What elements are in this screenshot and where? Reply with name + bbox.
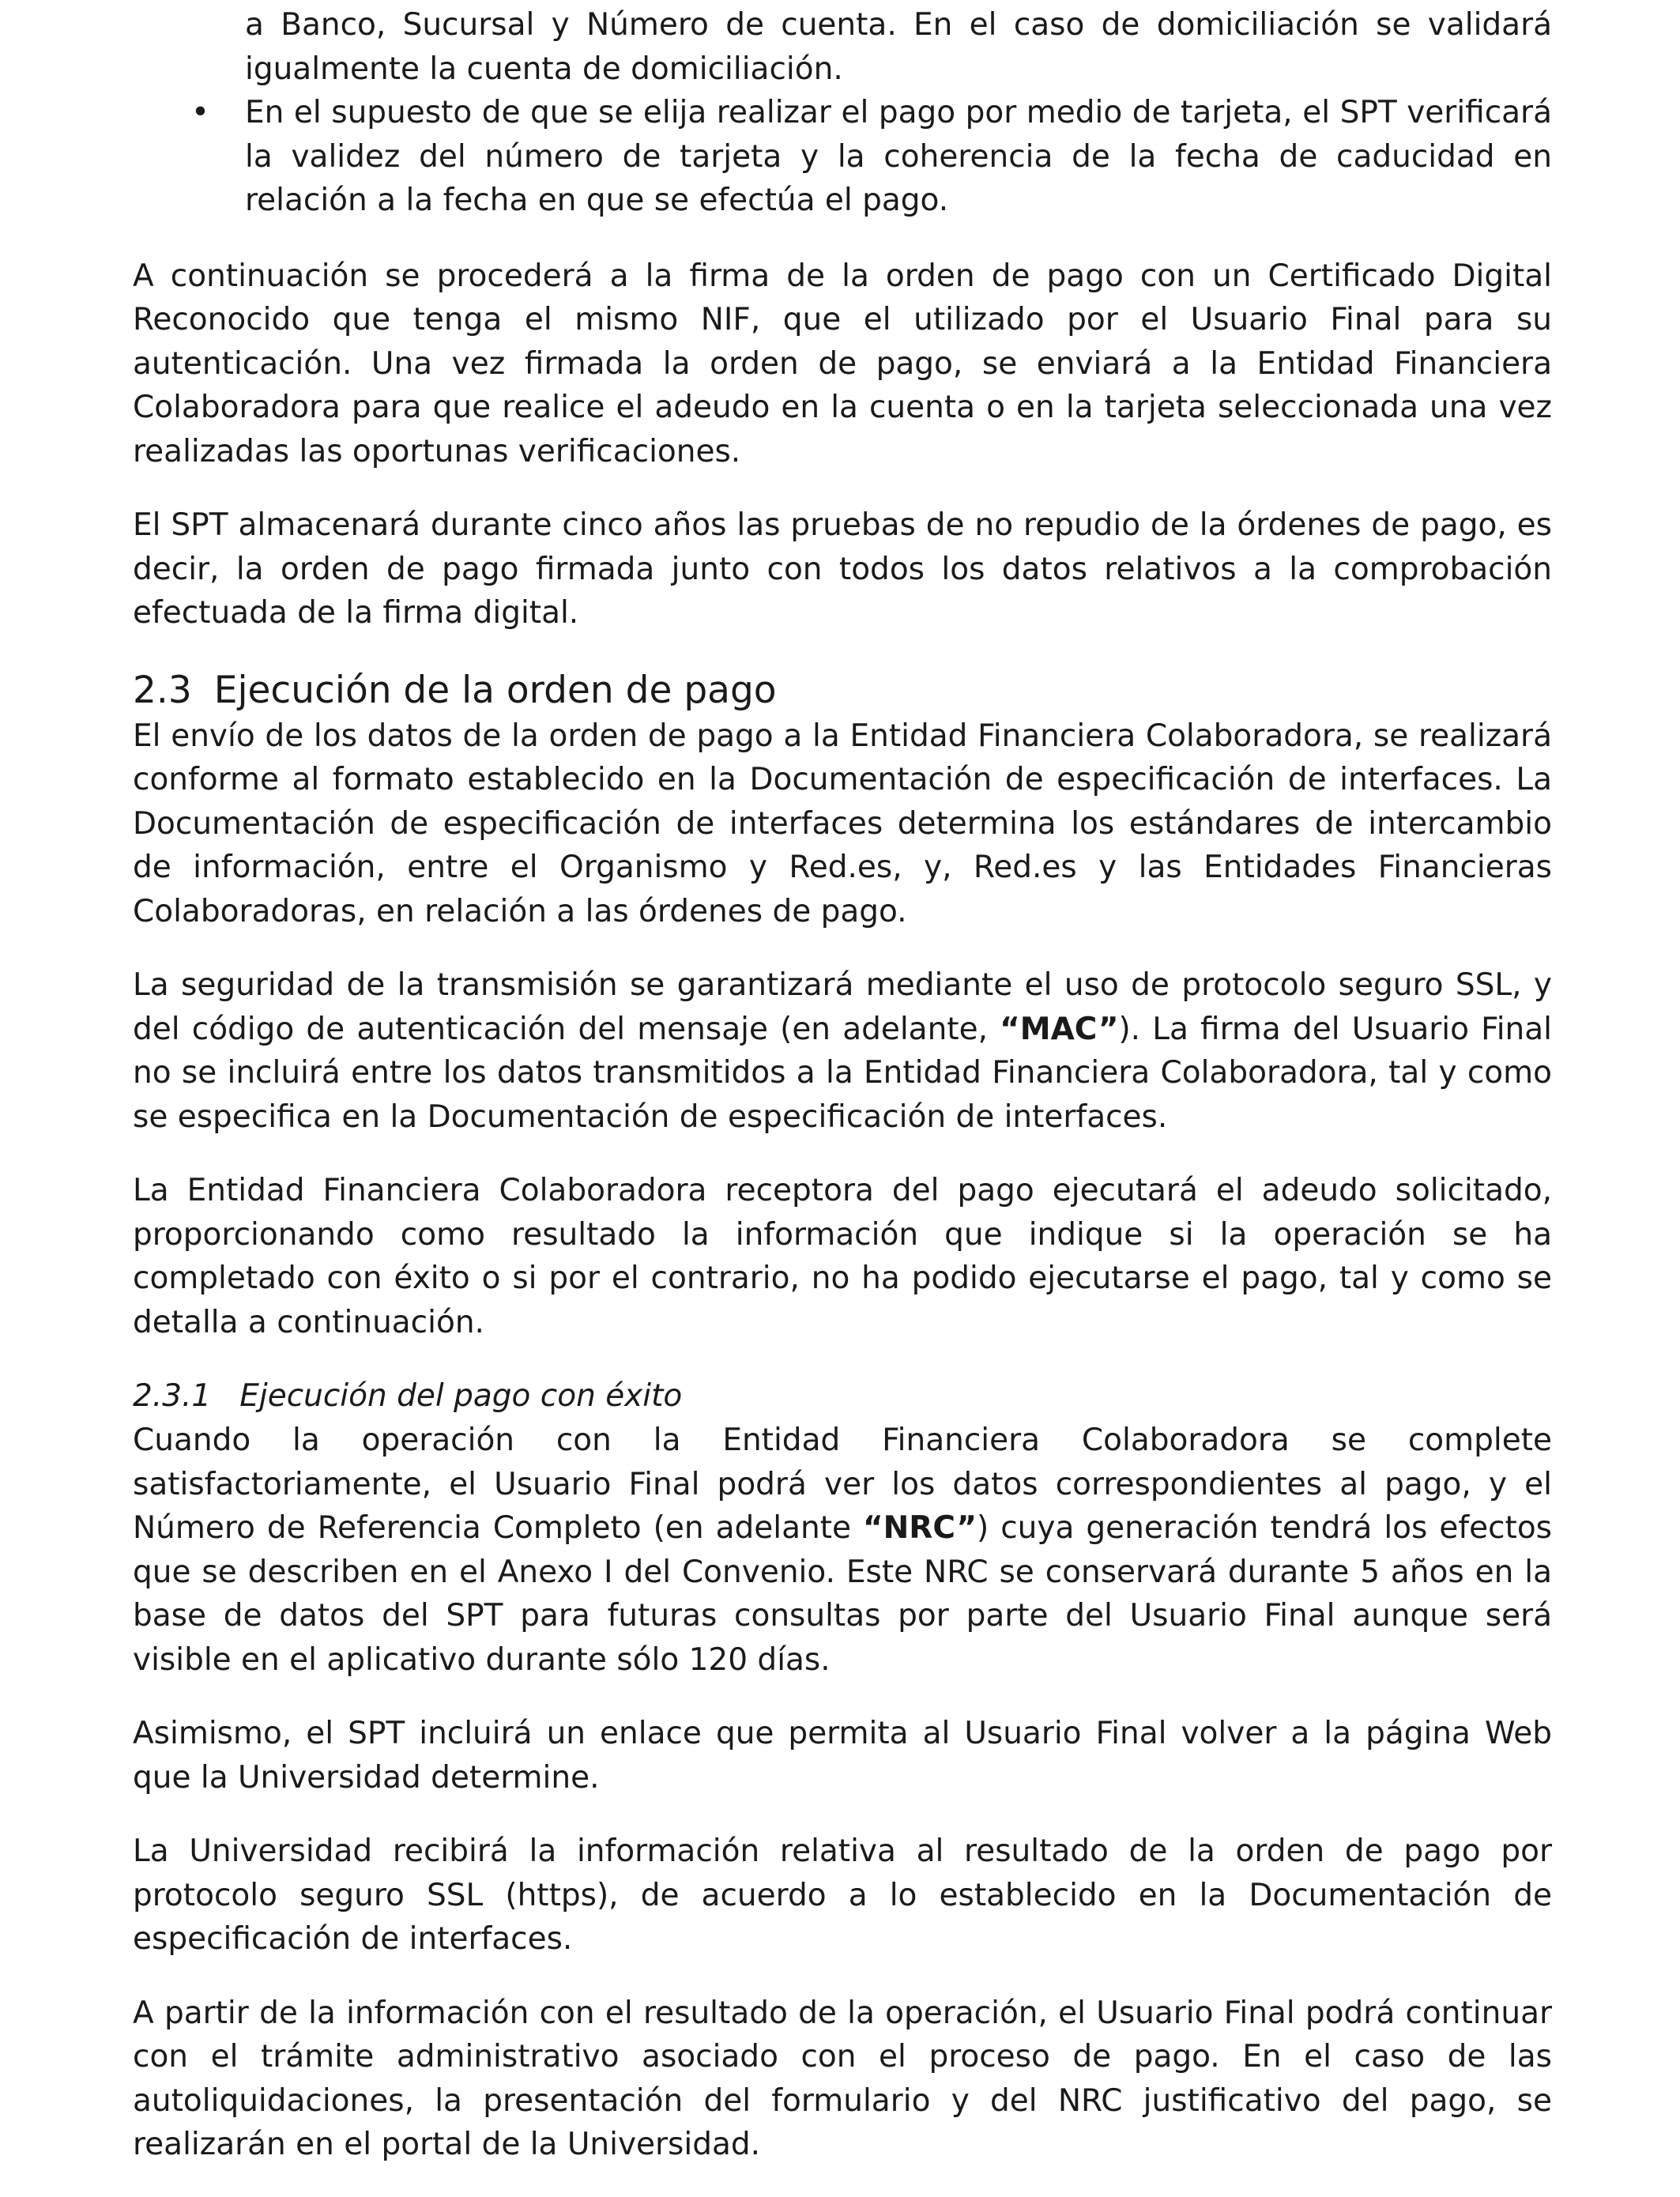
text-segment: La seguridad de la transmisión se garantizará mediante el uso de protocolo seguro SSL, y del código de autenticación del mensaje (en adelante,: [133, 967, 1552, 1047]
nrc-term: “NRC”: [863, 1510, 977, 1546]
paragraph-seguridad-transmision: [133, 963, 1552, 1139]
subsection-number: 2.3.1: [133, 1378, 212, 1414]
bullet-item-text: En el supuesto de que se elija realizar el pago por medio de tarjeta, el SPT verificará la validez del número de tarjeta y la coherencia de la fecha de caducidad en relación a la fecha en que se efectúa el pago.: [245, 95, 1552, 218]
paragraph-envio-datos: El envío de los datos de la orden de pago a la Entidad Financiera Colaboradora, se realizará conforme al formato establecido en la Documentación de especificación de interfaces. La Documentación de especificación de interfaces determina los estándares de intercambio de información, entre el Organismo y Red.es, y, Red.es y las Entidades Financieras Colaboradoras, en relación a las órdenes de pago.: [133, 718, 1552, 929]
bullet-continuation-text: a Banco, Sucursal y Número de cuenta. En el caso de domiciliación se validará igualmente la cuenta de domiciliación.: [245, 7, 1552, 87]
paragraph-firma-orden: A continuación se procederá a la firma de la orden de pago con un Certificado Digital Reconocido que tenga el mismo NIF, que el utilizado por el Usuario Final para su autenticación. Una vez firmada la orden de pago, se enviará a la Entidad Financiera Colaboradora para que realice el adeudo en la cuenta o en la tarjeta seleccionada una vez realizadas las oportunas verificaciones.: [133, 258, 1552, 469]
paragraph-informacion-resultado: La Universidad recibirá la información relativa al resultado de la orden de pago por protocolo seguro SSL (https), de acuerdo a lo establecido en la Documentación de especificación de interfaces.: [133, 1833, 1552, 1957]
paragraph-tramite-administrativo: A partir de la información con el resultado de la operación, el Usuario Final podrá continuar con el trámite administrativo asociado con el proceso de pago. En el caso de las autoliquidaciones, la presentación del formulario y del NRC justificativo del pago, se realizarán en el portal de la Universidad.: [133, 1995, 1552, 2162]
bullet-list: [133, 3, 1552, 223]
section-title: Ejecución de la orden de pago: [213, 668, 777, 712]
section-number: 2.3: [133, 668, 192, 712]
text-segment: Cuando la operación con la Entidad Financiera Colaboradora se complete satisfactoriamente, el Usuario Final podrá ver los datos correspondientes al pago, y el Número de Referencia Completo (en adelante: [133, 1423, 1552, 1546]
text-segment: ) cuya generación tendrá los efectos que se describen en el Anexo I del Convenio. Este NRC se conservará durante 5 años en la base de datos del SPT para futuras consultas por parte del Usuario Final aunque será visible en el aplicativo durante sólo 120 días.: [133, 1510, 1553, 1678]
paragraph-enlace-universidad: Asimismo, el SPT incluirá un enlace que permita al Usuario Final volver a la página Web que la Universidad determine.: [133, 1716, 1552, 1796]
paragraph-almacenamiento-pruebas: El SPT almacenará durante cinco años las pruebas de no repudio de la órdenes de pago, es decir, la orden de pago firmada junto con todos los datos relativos a la comprobación efectuada de la firma digital.: [133, 507, 1552, 631]
paragraph-pago-exito: [133, 1419, 1552, 1682]
document-page: [133, 3, 1552, 2197]
subsection-heading: [133, 1374, 1552, 1419]
text-segment: ). La firma del Usuario Final no se incluirá entre los datos transmitidos a la Entidad Financiera Colaboradora, tal y como se especifica en la Documentación de especificación de interfaces.: [133, 1011, 1552, 1135]
mac-term: “MAC”: [1000, 1011, 1119, 1047]
bullet-marker: •: [191, 95, 210, 130]
bullet-item: [133, 91, 1552, 223]
section-heading: [133, 665, 1552, 714]
paragraph-entidad-receptora: La Entidad Financiera Colaboradora receptora del pago ejecutará el adeudo solicitado, proporcionando como resultado la información que indique si la operación se ha completado con éxito o si por el contrario, no ha podido ejecutarse el pago, tal y como se detalla a continuación.: [133, 1173, 1552, 1340]
subsection-title: Ejecución del pago con éxito: [239, 1378, 683, 1414]
